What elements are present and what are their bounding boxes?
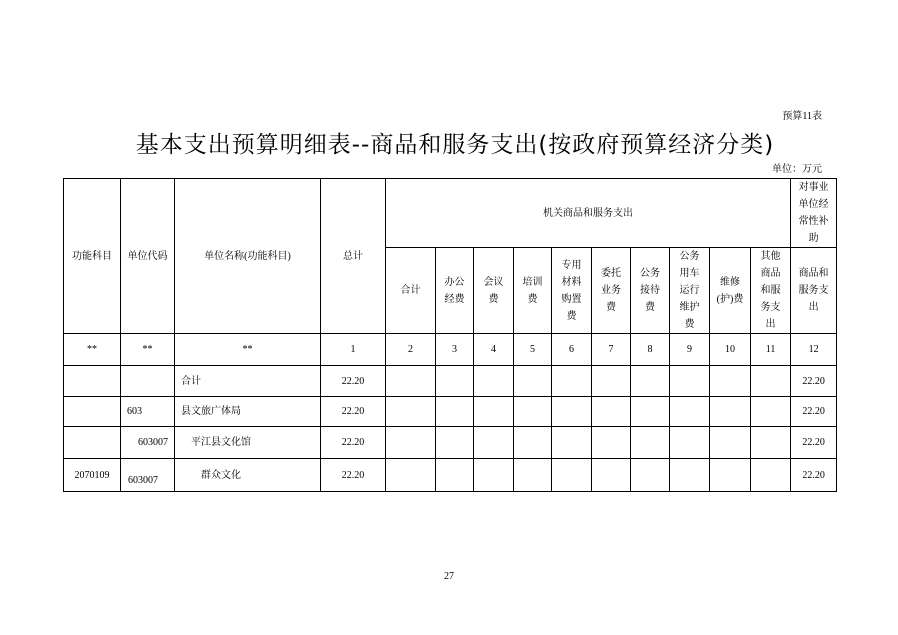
cell-func-code: 2070109 bbox=[64, 459, 121, 492]
cell-org-amount bbox=[631, 366, 670, 397]
cell-org-amount bbox=[710, 427, 751, 459]
budget-table bbox=[63, 178, 837, 492]
cell-func-code bbox=[64, 397, 121, 427]
page-title: 基本支出预算明细表--商品和服务支出(按政府预算经济分类) bbox=[135, 132, 775, 158]
cell-org-amount bbox=[514, 397, 552, 427]
cell-subsidy-goods: 22.20 bbox=[791, 397, 837, 427]
header-subsidy-group: 对事业 单位经 常性补 助 bbox=[791, 179, 837, 248]
cell-unit-code: 603007 bbox=[121, 427, 175, 459]
header-total: 总计 bbox=[321, 179, 386, 334]
page-number: 27 bbox=[444, 571, 454, 582]
unit-label: 单位：万元 bbox=[772, 164, 822, 175]
cell-subsidy-goods: 22.20 bbox=[791, 427, 837, 459]
header-col-meeting: 会议 费 bbox=[474, 248, 514, 334]
index-row bbox=[64, 334, 837, 366]
header-col-other: 其他 商品 和服 务支 出 bbox=[751, 248, 791, 334]
index-cell: 5 bbox=[514, 334, 552, 366]
header-row bbox=[64, 179, 837, 248]
table-code: 预算11表 bbox=[782, 111, 822, 122]
cell-subsidy-goods: 22.20 bbox=[791, 366, 837, 397]
cell-subsidy-goods: 22.20 bbox=[791, 459, 837, 492]
index-cell: 10 bbox=[710, 334, 751, 366]
table-row bbox=[64, 366, 837, 397]
index-cell: 8 bbox=[631, 334, 670, 366]
header-col-subsidy-goods: 商品和 服务支 出 bbox=[791, 248, 837, 334]
header-unit-name: 单位名称(功能科目) bbox=[175, 179, 321, 334]
index-cell: 3 bbox=[436, 334, 474, 366]
cell-unit-name: 县文旅广体局 bbox=[175, 397, 321, 427]
cell-org-amount bbox=[751, 427, 791, 459]
cell-total: 22.20 bbox=[321, 459, 386, 492]
cell-org-amount bbox=[670, 397, 710, 427]
cell-unit-code: 603 bbox=[121, 397, 175, 427]
index-cell: 2 bbox=[386, 334, 436, 366]
index-cell: 11 bbox=[751, 334, 791, 366]
cell-unit-code: 603007 bbox=[121, 459, 175, 492]
cell-org-amount bbox=[436, 459, 474, 492]
cell-org-amount bbox=[514, 366, 552, 397]
cell-org-amount bbox=[670, 459, 710, 492]
cell-org-amount bbox=[386, 366, 436, 397]
cell-org-amount bbox=[631, 459, 670, 492]
cell-org-amount bbox=[670, 427, 710, 459]
header-org-group: 机关商品和服务支出 bbox=[386, 179, 791, 248]
index-cell: ** bbox=[64, 334, 121, 366]
cell-org-amount bbox=[631, 397, 670, 427]
cell-org-amount bbox=[436, 427, 474, 459]
cell-org-amount bbox=[436, 366, 474, 397]
header-unit-code: 单位代码 bbox=[121, 179, 175, 334]
cell-unit-name: 群众文化 bbox=[175, 459, 321, 492]
table-row bbox=[64, 427, 837, 459]
index-cell: 6 bbox=[552, 334, 592, 366]
header-col-office: 办公 经费 bbox=[436, 248, 474, 334]
cell-org-amount bbox=[670, 366, 710, 397]
index-cell: 7 bbox=[592, 334, 631, 366]
cell-unit-name: 合计 bbox=[175, 366, 321, 397]
index-cell: ** bbox=[121, 334, 175, 366]
index-cell: 4 bbox=[474, 334, 514, 366]
table-row bbox=[64, 397, 837, 427]
cell-org-amount bbox=[751, 366, 791, 397]
header-col-reception: 公务 接待 费 bbox=[631, 248, 670, 334]
header-col-maintenance: 维修 (护)费 bbox=[710, 248, 751, 334]
cell-org-amount bbox=[514, 427, 552, 459]
cell-org-amount bbox=[386, 459, 436, 492]
cell-org-amount bbox=[386, 397, 436, 427]
cell-total: 22.20 bbox=[321, 397, 386, 427]
header-func-subject: 功能科目 bbox=[64, 179, 121, 334]
index-cell: 12 bbox=[791, 334, 837, 366]
cell-unit-name: 平江县文化馆 bbox=[175, 427, 321, 459]
cell-org-amount bbox=[751, 459, 791, 492]
cell-org-amount bbox=[631, 427, 670, 459]
cell-org-amount bbox=[474, 366, 514, 397]
cell-org-amount bbox=[474, 459, 514, 492]
cell-org-amount bbox=[552, 427, 592, 459]
header-col-org-total: 合计 bbox=[386, 248, 436, 334]
index-cell: 1 bbox=[321, 334, 386, 366]
cell-org-amount bbox=[474, 427, 514, 459]
cell-org-amount bbox=[436, 397, 474, 427]
cell-total: 22.20 bbox=[321, 427, 386, 459]
cell-org-amount bbox=[514, 459, 552, 492]
cell-org-amount bbox=[592, 427, 631, 459]
cell-unit-code bbox=[121, 366, 175, 397]
cell-org-amount bbox=[474, 397, 514, 427]
cell-org-amount bbox=[751, 397, 791, 427]
cell-org-amount bbox=[386, 427, 436, 459]
cell-org-amount bbox=[710, 397, 751, 427]
cell-org-amount bbox=[552, 459, 592, 492]
index-cell: ** bbox=[175, 334, 321, 366]
cell-func-code bbox=[64, 427, 121, 459]
cell-func-code bbox=[64, 366, 121, 397]
header-col-training: 培训 费 bbox=[514, 248, 552, 334]
cell-org-amount bbox=[592, 366, 631, 397]
header-col-commission: 委托 业务 费 bbox=[592, 248, 631, 334]
table-row bbox=[64, 459, 837, 492]
index-cell: 9 bbox=[670, 334, 710, 366]
header-col-materials: 专用 材料 购置 费 bbox=[552, 248, 592, 334]
cell-org-amount bbox=[552, 397, 592, 427]
cell-org-amount bbox=[592, 459, 631, 492]
cell-org-amount bbox=[710, 459, 751, 492]
cell-org-amount bbox=[552, 366, 592, 397]
cell-org-amount bbox=[710, 366, 751, 397]
header-col-vehicle: 公务 用车 运行 维护 费 bbox=[670, 248, 710, 334]
cell-org-amount bbox=[592, 397, 631, 427]
cell-total: 22.20 bbox=[321, 366, 386, 397]
